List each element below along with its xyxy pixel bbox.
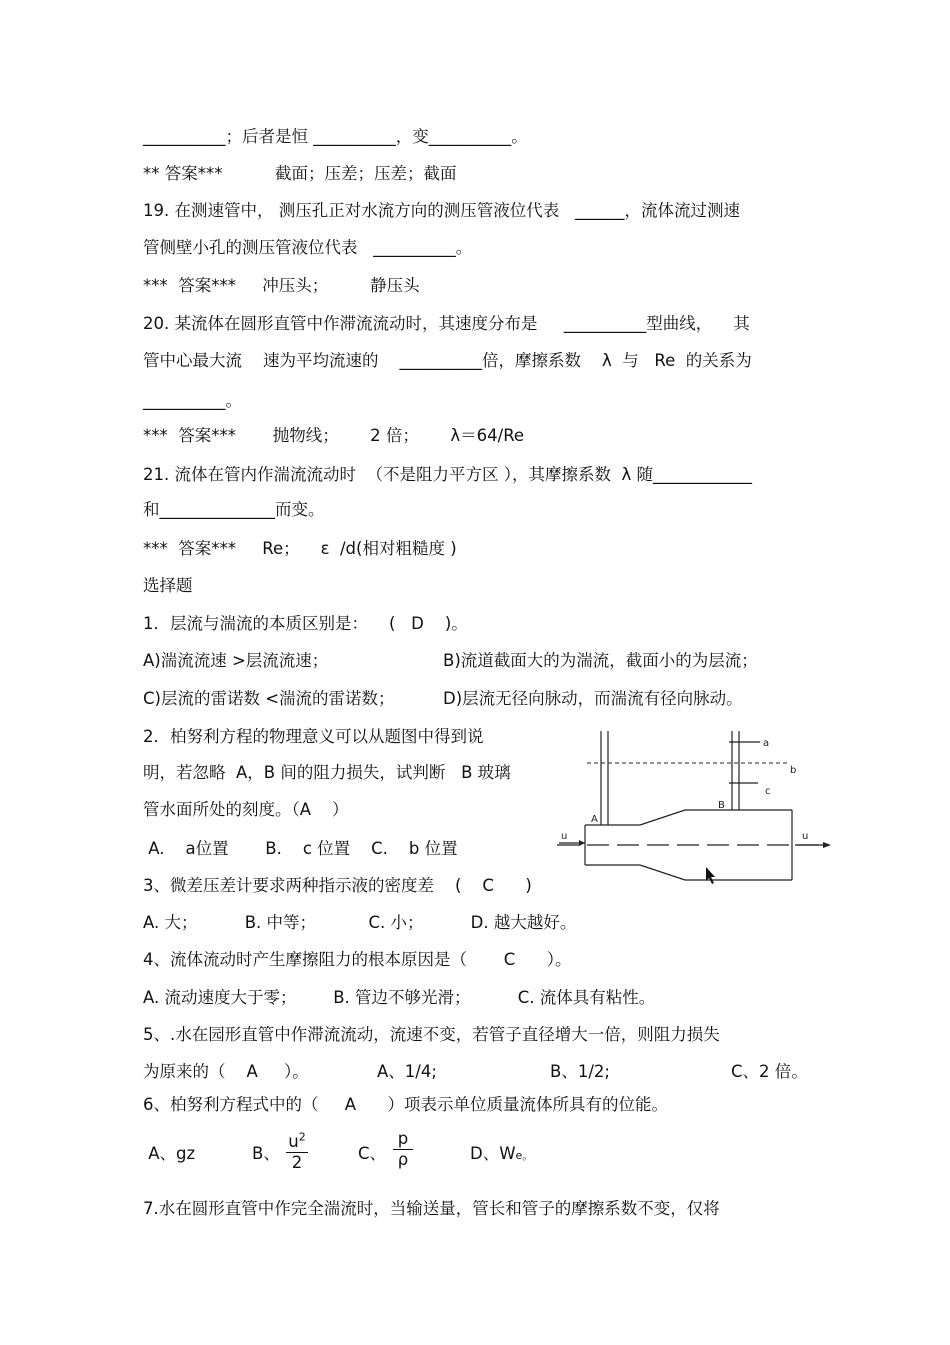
question-21-line1: 21. 流体在管内作湍流流动时 （不是阻力平方区 ），其摩擦系数 λ 随____________ bbox=[143, 465, 752, 484]
label-B: B bbox=[718, 800, 725, 811]
question-4-options: A. 流动速度大于零； B. 管边不够光滑； C. 流体具有粘性。 bbox=[143, 988, 656, 1007]
option-a: A、1/4; bbox=[377, 1062, 437, 1081]
option-d bbox=[470, 1143, 533, 1167]
text-line: __________；后者是恒 __________，变__________。 bbox=[143, 127, 528, 146]
pipe-bottom-expansion bbox=[640, 865, 685, 880]
cursor-icon bbox=[706, 867, 715, 884]
question-2-line1: 2．柏努利方程的物理意义可以从题图中得到说 bbox=[143, 727, 484, 746]
question-19-line2: 管侧壁小孔的测压管液位代表 __________。 bbox=[143, 238, 473, 257]
exponent: 2 bbox=[298, 1130, 306, 1143]
question-4: 4、流体流动时产生摩擦阻力的根本原因是（ C ）。 bbox=[143, 950, 572, 969]
pipe-top-expansion bbox=[640, 810, 685, 825]
question-2-options: A. a位置 B. c 位置 C. b 位置 bbox=[143, 839, 458, 858]
label-a: a bbox=[763, 738, 770, 749]
question-20-line2: 管中心最大流 速为平均流速的 __________倍，摩擦系数 λ 与 Re 的关系为 bbox=[143, 351, 752, 370]
answer-line: *** 答案*** 冲压头； 静压头 bbox=[143, 276, 420, 295]
question-7: 7.水在圆形直管中作完全湍流时，当输送量，管长和管子的摩擦系数不变，仅将 bbox=[143, 1199, 720, 1218]
option-b: B、 bbox=[252, 1144, 280, 1163]
option-c: C)层流的雷诺数 <湍流的雷诺数； bbox=[143, 689, 395, 708]
question-1: 1．层流与湍流的本质区别是： ( D )。 bbox=[143, 614, 468, 633]
option-d: D)层流无径向脉动，而湍流有径向脉动。 bbox=[443, 689, 743, 708]
arrow-head-right bbox=[823, 842, 831, 848]
label-u-right: u bbox=[802, 831, 809, 842]
question-20-line1: 20. 某流体在圆形直管中作滞流流动时，其速度分布是 __________型曲线， 其 bbox=[143, 314, 750, 333]
arrow-head-left bbox=[579, 840, 585, 846]
fraction-numerator: p bbox=[397, 1129, 409, 1148]
question-5-line2: 为原来的（ A ）。 bbox=[143, 1062, 309, 1081]
question-2-line2: 明，若忽略 A，B 间的阻力损失，试判断 B 玻璃 bbox=[143, 763, 511, 782]
answer-line: *** 答案*** Re； ε /d(相对粗糙度 ) bbox=[143, 539, 457, 558]
question-3-options: A. 大； B. 中等； C. 小； D. 越大越好。 bbox=[143, 913, 577, 932]
question-3: 3、微差压差计要求两种指示液的密度差 ( C ) bbox=[143, 876, 532, 895]
bernoulli-diagram bbox=[555, 728, 835, 888]
option-a: A、gz bbox=[143, 1144, 196, 1163]
fraction-numerator bbox=[288, 1132, 305, 1151]
question-21-line2: 和______________而变。 bbox=[143, 500, 325, 519]
question-20-line3: __________。 bbox=[143, 391, 242, 410]
question-5-line1: 5、.水在园形直管中作滞流流动，流速不变，若管子直径增大一倍，则阻力损失 bbox=[143, 1025, 720, 1044]
fraction-denominator: ρ bbox=[397, 1150, 409, 1169]
option-c: C、2 倍。 bbox=[731, 1062, 808, 1081]
option-c: C、 bbox=[358, 1144, 387, 1163]
label-u-left: u bbox=[561, 831, 568, 842]
option-d-label: D、W bbox=[470, 1144, 516, 1163]
label-A: A bbox=[591, 814, 598, 825]
fraction-u2-over-2 bbox=[286, 1128, 308, 1172]
option-b: B)流道截面大的为湍流，截面小的为层流； bbox=[443, 651, 758, 670]
question-19-line1: 19. 在测速管中， 测压孔正对水流方向的测压管液位代表 ______，流体流过测速 bbox=[143, 201, 740, 220]
option-a: A)湍流流速 >层流流速； bbox=[143, 651, 329, 670]
subscript-e: e。 bbox=[515, 1149, 534, 1162]
answer-line: ** 答案*** 截面；压差；压差；截面 bbox=[143, 164, 457, 183]
answer-line: *** 答案*** 抛物线； 2 倍； λ＝64/Re bbox=[143, 426, 525, 445]
question-2-line3: 管水面所处的刻度。（A ） bbox=[143, 800, 349, 819]
section-heading: 选择题 bbox=[143, 576, 193, 595]
label-c: c bbox=[765, 786, 771, 797]
fraction-p-over-rho bbox=[393, 1130, 413, 1169]
numerator-u: u bbox=[288, 1131, 299, 1151]
label-b: b bbox=[790, 765, 797, 776]
fraction-denominator: 2 bbox=[291, 1152, 303, 1172]
option-b: B、1/2; bbox=[550, 1062, 610, 1081]
question-6: 6、柏努利方程式中的（ A ）项表示单位质量流体所具有的位能。 bbox=[143, 1095, 668, 1114]
